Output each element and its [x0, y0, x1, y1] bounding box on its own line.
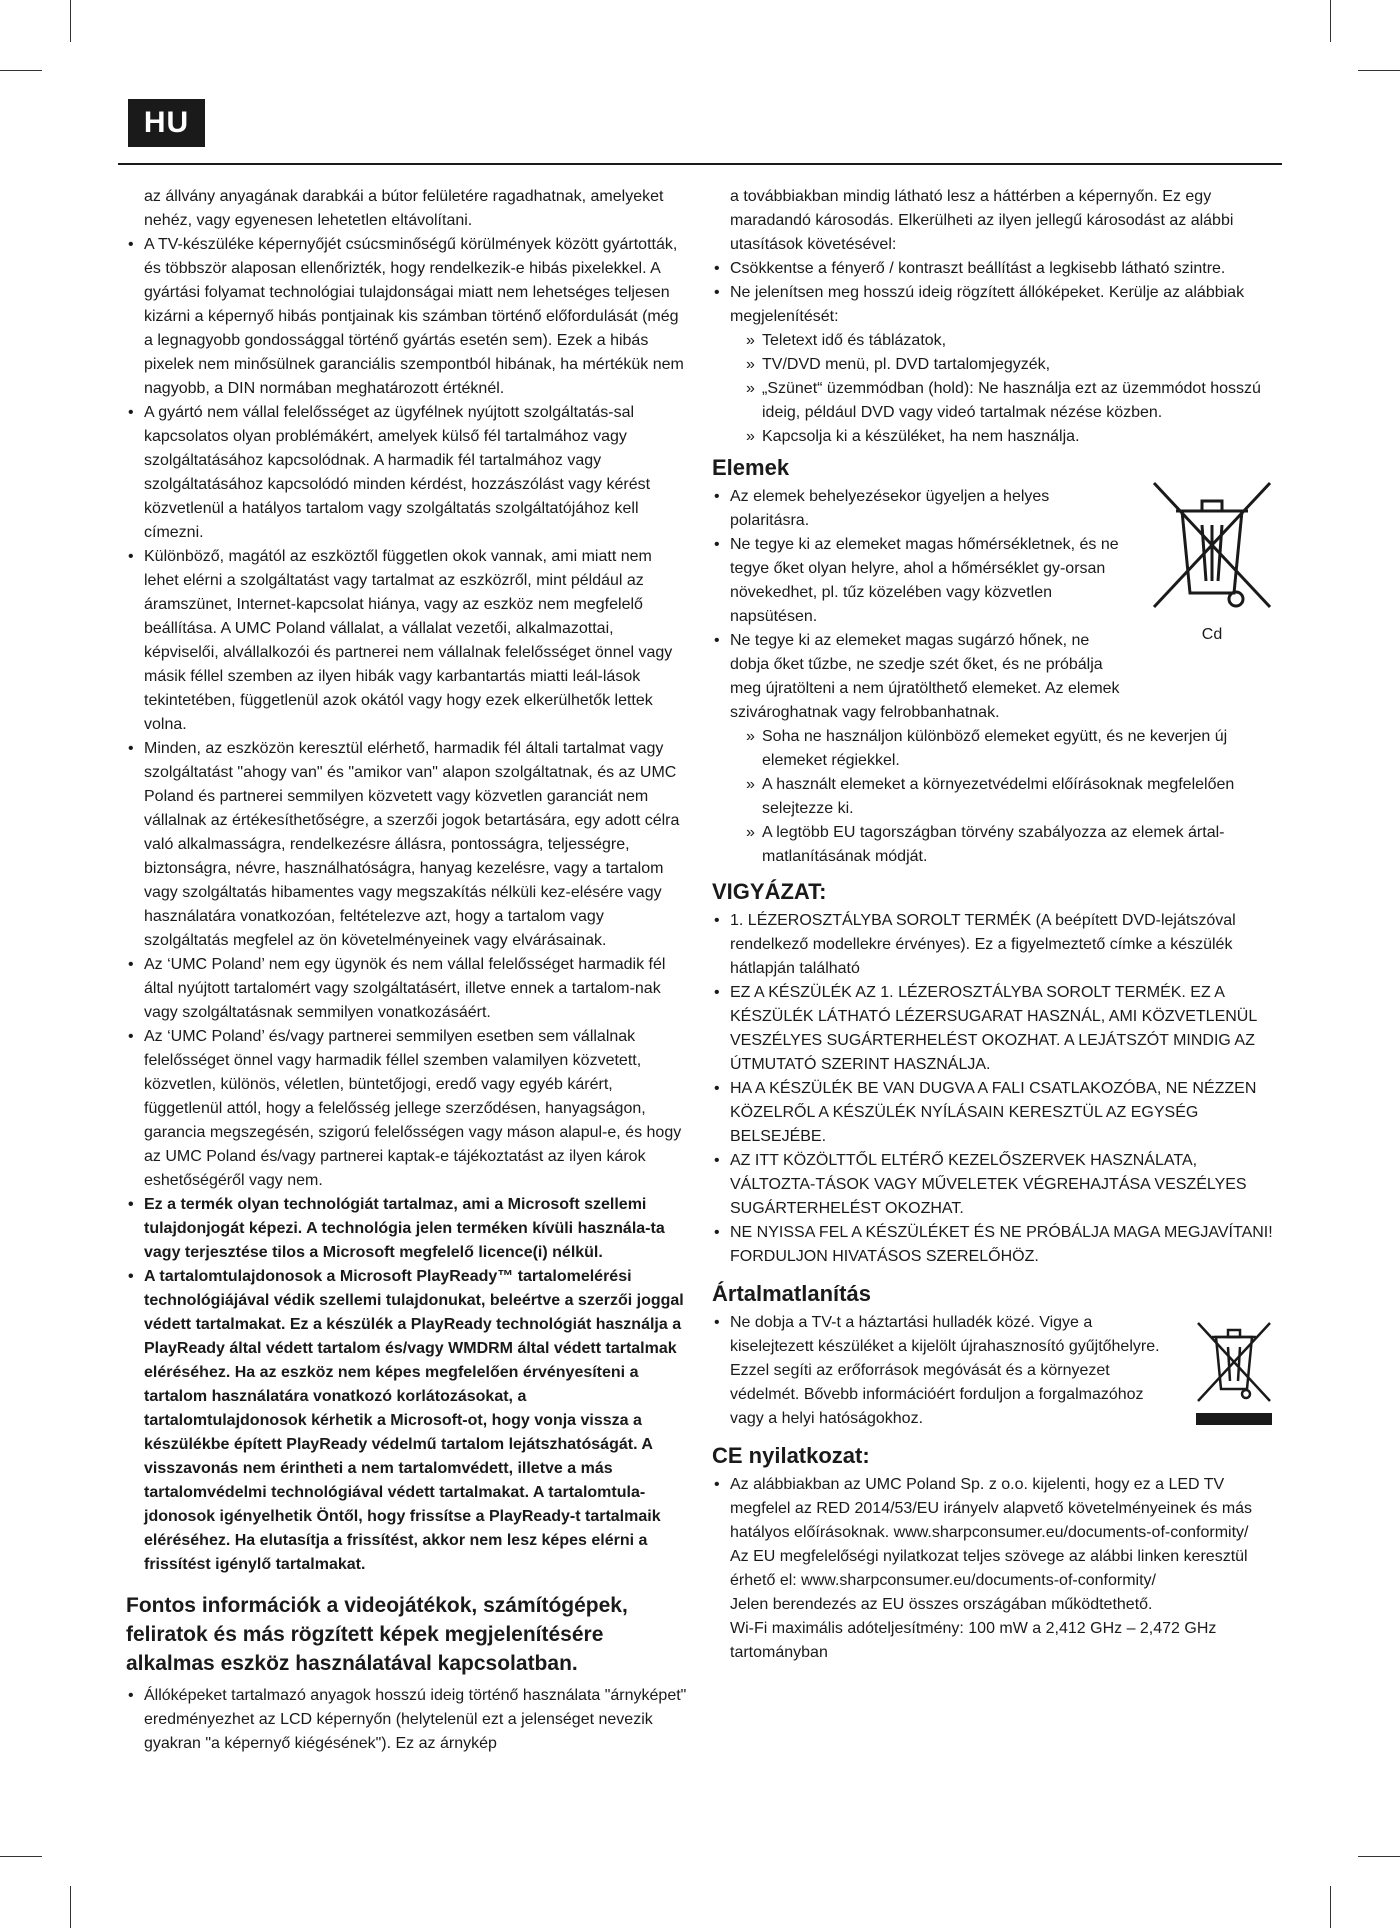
sub-item: » TV/DVD menü, pl. DVD tartalomjegyzék,	[746, 353, 1280, 377]
bullet-list	[126, 233, 688, 1577]
crop-mark	[0, 1856, 42, 1857]
list-item: • Különböző, magától az eszköztől független okok vannak, ami miatt nem lehet elérni a szolgáltatást vagy tartalmat az eszközről, mint például az áramszünet, Internet-kapcsolat hiánya, vagy az eszköz nem megfelelő beállítása. A UMC Poland vállalat, a vállalat vezetői, alkalmazottai, képviselői, alvállalkozói és partnerei nem vállalnak felelősséget önnel vagy másik féllel szemben az ilyen hibák vagy karbantartás miatti leál-lások tekintetében, függetlenül azok okától vagy hogy ezek elkerülhetők lettek volna.	[126, 545, 688, 737]
list-item: • A gyártó nem vállal felelősséget az ügyfélnek nyújtott szolgáltatás-sal kapcsolatos olyan problémákért, amelyek külső fél tartalmához vagy szolgáltatásához kapcsolódnak. A harmadik fél tartalmához vagy szolgáltatásához kapcsolódó minden kérdést, hozzászólást vagy kérést közvetlenül a hatályos tartalom vagy szolgáltatás szolgáltatójához kell címezni.	[126, 401, 688, 545]
sub-item: » Teletext idő és táblázatok,	[746, 329, 1280, 353]
list-item	[712, 1473, 1280, 1665]
section-heading: Fontos információk a videojátékok, számítógépek, feliratok és más rögzített képek megjelenítésére alkalmas eszköz használatával kapcsolatban.	[126, 1594, 628, 1675]
section-heading: CE nyilatkozat:	[712, 1443, 870, 1468]
list-item: • Ne tegye ki az elemeket magas hőmérsékletnek, és ne tegye őket olyan helyre, ahol a hőmérséklet gy-orsan növekedhet, pl. tűz közelében vagy közvetlen napsütésen.	[712, 533, 1130, 629]
sub-item: » A használt elemeket a környezetvédelmi előírásoknak megfelelően selejtezze ki.	[746, 773, 1280, 821]
list-item: • A TV-készüléke képernyőjét csúcsminőségű körülmények között gyártották, és többször alaposan ellenőrizték, hogy rendelkezik-e hibás pixelekkel. A gyártási folyamat technológiai tulajdonságai miatt nem lehetséges teljesen kizárni a képernyő hibás pontjainak kis számban történő előfordulását (még a legnagyobb gondossággal történő gyártás esetén sem). Ezek a hibás pixelek nem minősülnek garanciális szempontból hibának, ha mértékük nem nagyobb, a DIN normában meghatározott értéknél.	[126, 233, 688, 401]
continued-paragraph: a továbbiakban mindig látható lesz a háttérben a képernyőn. Ez egy maradandó károsodás. Elkerülheti az ilyen jellegű károsodást az alábbi utasítások követésével:	[730, 188, 1234, 253]
sub-list	[712, 725, 1280, 869]
language-badge: HU	[128, 99, 205, 147]
list-item: • Minden, az eszközön keresztül elérhető, harmadik fél általi tartalmat vagy szolgáltatást "ahogy van" és "amikor van" alapon szolgáltatnak, és az UMC Poland és partnerei semmilyen közvetett vagy közvetlen garanciát nem vállalnak az értékesíthetőségre, a szerzői jogok betartására, egy adott célra való alkalmasságra, rendelkezésre állásra, pontosságra, teljességre, biztonságra, névre, használhatóságra, hanyag kezelésre, vagy a tartalom vagy szolgáltatás hibamentes vagy megszakítás nélküli kez-elésére vagy használatára vonatkozóan, feltételezve azt, hogy a tartalom vagy szolgáltatás megfelel az ön követelményeinek vagy elvárásainak.	[126, 737, 688, 953]
list-item: • Állóképeket tartalmazó anyagok hosszú ideig történő használata "árnyképet" eredményezhet az LCD képernyőn (helytelenül ezt a jelenséget nevezik gyakran "a képernyő kiégésének"). Ez az árnykép	[126, 1684, 688, 1756]
ce-line: Az EU megfelelőségi nyilatkozat teljes szövege az alábbi linken keresztül érhető el: www.sharpconsumer.eu/documents-of-conformity/	[730, 1548, 1248, 1589]
bullet-list	[712, 1311, 1160, 1431]
list-item: • NE NYISSA FEL A KÉSZÜLÉKET ÉS NE PRÓBÁLJA MAGA MEGJAVÍTANI! FORDULJON HIVATÁSOS SZERELŐHÖZ.	[712, 1221, 1280, 1269]
ce-line: • Az alábbiakban az UMC Poland Sp. z o.o. kijelenti, hogy ez a LED TV megfelel az RED 2014/53/EU irányelv alapvető követelményeinek és más hatályos előírásoknak. www.sharpconsumer.eu/documents-of-conformity/	[730, 1476, 1253, 1541]
sub-list	[712, 329, 1280, 449]
continued-paragraph: az állvány anyagának darabkái a bútor felületére ragadhatnak, amelyeket nehéz, vagy egyenesen lehetetlen eltávolítani.	[144, 188, 664, 229]
list-item: • Ne jelenítsen meg hosszú ideig rögzített állóképeket. Kerülje az alábbiak megjelenítését:	[712, 281, 1280, 329]
battery-bin-icon-wrap	[1144, 481, 1280, 647]
crossed-bin-icon	[1144, 481, 1280, 617]
weee-bin-icon	[1192, 1317, 1276, 1427]
disposal-bin-icon-wrap	[1192, 1317, 1276, 1435]
bullet-list	[126, 1684, 688, 1756]
sub-item: » A legtöbb EU tagországban törvény szabályozza az elemek ártal-matlanításának módját.	[746, 821, 1280, 869]
list-item: • Az ‘UMC Poland’ és/vagy partnerei semmilyen esetben sem vállalnak felelősséget önnel vagy harmadik féllel szemben valamilyen közvetett, közvetlen, különös, véletlen, büntetőjogi, eredő vagy egyéb kárért, függetlenül attól, hogy a felelősség jellege szerződésen, hanyagságon, garancia megszegésén, szigorú felelősségen vagy máson alapul-e, és hogy az UMC Poland és/vagy partnerei kaptak-e tájékoztatást az ilyen károk eshetőségéről vagy nem.	[126, 1025, 688, 1193]
bullet-list	[712, 257, 1280, 329]
bullet-list	[712, 909, 1280, 1269]
header-rule	[118, 163, 1282, 165]
crop-mark	[70, 0, 71, 42]
section-heading: Elemek	[712, 455, 790, 480]
list-item: • Ez a termék olyan technológiát tartalmaz, ami a Microsoft szellemi tulajdonjogát képezi. A technológia jelen terméken kívüli használa-ta vagy terjesztése tilos a Microsoft megfelelő licence(i) nélkül.	[126, 1193, 688, 1265]
list-item: • Az ‘UMC Poland’ nem egy ügynök és nem vállal felelősséget harmadik fél által nyújtott tartalomért vagy szolgáltatásért, illetve ennek a tartalom-nak vagy szolgáltatásnak semmilyen vonatkozásáért.	[126, 953, 688, 1025]
crop-mark	[1358, 1856, 1400, 1857]
left-column	[126, 185, 688, 1756]
list-item: • AZ ITT KÖZÖLTTŐL ELTÉRŐ KEZELŐSZERVEK HASZNÁLATA, VÁLTOZTA-TÁSOK VAGY MŰVELETEK VÉGREHAJTÁSA VESZÉLYES SUGÁRTERHELÉST OKOZHAT.	[712, 1149, 1280, 1221]
batteries-section	[712, 453, 1280, 869]
ce-line: Wi-Fi maximális adóteljesítmény: 100 mW a 2,412 GHz – 2,472 GHz tartományban	[730, 1620, 1217, 1661]
sub-item: » Soha ne használjon különböző elemeket együtt, és ne keverjen új elemeket régiekkel.	[746, 725, 1280, 773]
list-item: • HA A KÉSZÜLÉK BE VAN DUGVA A FALI CSATLAKOZÓBA, NE NÉZZEN KÖZELRŐL A KÉSZÜLÉK NYÍLÁSAIN KERESZTÜL AZ EGYSÉG BELSEJÉBE.	[712, 1077, 1280, 1149]
bullet-list	[712, 485, 1130, 725]
bullet-list	[712, 1473, 1280, 1665]
list-item: • Csökkentse a fényerő / kontraszt beállítást a legkisebb látható szintre.	[712, 257, 1280, 281]
crop-mark	[0, 70, 42, 71]
section-heading: VIGYÁZAT:	[712, 879, 827, 904]
crop-mark	[70, 1886, 71, 1928]
ce-line: Jelen berendezés az EU összes országában működtethető.	[730, 1596, 1153, 1613]
list-item: • A tartalomtulajdonosok a Microsoft PlayReady™ tartalomelérési technológiájával védik szellemi tulajdonukat, beleértve a szerzői joggal védett tartalmakat. Ez a készülék a PlayReady technológiát használja a PlayReady által védett tartalom és/vagy WMDRM által védett tartalmak eléréséhez. Ha az eszköz nem képes megfelelően érvényesíteni a tartalom használatára vonatkozó korlátozásokat, a tartalomtulajdonosok kérhetik a Microsoft-ot, hogy vonja vissza a készülékbe épített PlayReady védelmű tartalom lejátszhatóságát. A visszavonás nem érintheti a nem tartalomvédett, illetve a más tartalomvédelmi technológiával védett tartalmakat. A tartalomtula-jdonosok igényelhetik Öntől, hogy frissítse a PlayReady-t tartalmaik eléréséhez. Ha elutasítja a frissítést, akkor nem lesz képes elérni a frissítést igénylő tartalmakat.	[126, 1265, 688, 1577]
cd-label: Cd	[1201, 626, 1223, 643]
list-item: • Az elemek behelyezésekor ügyeljen a helyes polaritásra.	[712, 485, 1130, 533]
sub-item: » „Szünet“ üzemmódban (hold): Ne használja ezt az üzemmódot hosszú ideig, például DVD vagy videó tartalmak nézése közben.	[746, 377, 1280, 425]
right-column	[712, 185, 1280, 1665]
list-item: • Ne dobja a TV-t a háztartási hulladék közé. Vigye a kiselejtezett készüléket a kijelölt újrahasznosító gyűjtőhelyre. Ezzel segíti az erőforrások megóvását és a környezet védelmét. Bővebb információért forduljon a forgalmazóhoz vagy a helyi hatóságokhoz.	[712, 1311, 1160, 1431]
list-item: • 1. LÉZEROSZTÁLYBA SOROLT TERMÉK (A beépített DVD-lejátszóval rendelkező modellekre érvényes). Ez a figyelmeztető címke a készülék hátlapján található	[712, 909, 1280, 981]
disposal-section	[712, 1279, 1280, 1431]
crop-mark	[1330, 0, 1331, 42]
crop-mark	[1358, 70, 1400, 71]
sub-item: » Kapcsolja ki a készüléket, ha nem használja.	[746, 425, 1280, 449]
crop-mark	[1330, 1886, 1331, 1928]
list-item: • EZ A KÉSZÜLÉK AZ 1. LÉZEROSZTÁLYBA SOROLT TERMÉK. EZ A KÉSZÜLÉK LÁTHATÓ LÉZERSUGARAT HASZNÁL, AMI KÖZVETLENÜL VESZÉLYES SUGÁRTERHELÉST OKOZHAT. A LEJÁTSZÓT MINDIG AZ ÚTMUTATÓ SZERINT HASZNÁLJA.	[712, 981, 1280, 1077]
list-item: • Ne tegye ki az elemeket magas sugárzó hőnek, ne dobja őket tűzbe, ne szedje szét őket, és ne próbálja meg újratölteni a nem újratölthető elemeket. Az elemek szivároghatnak vagy felrobbanhatnak.	[712, 629, 1130, 725]
section-heading: Ártalmatlanítás	[712, 1281, 871, 1306]
